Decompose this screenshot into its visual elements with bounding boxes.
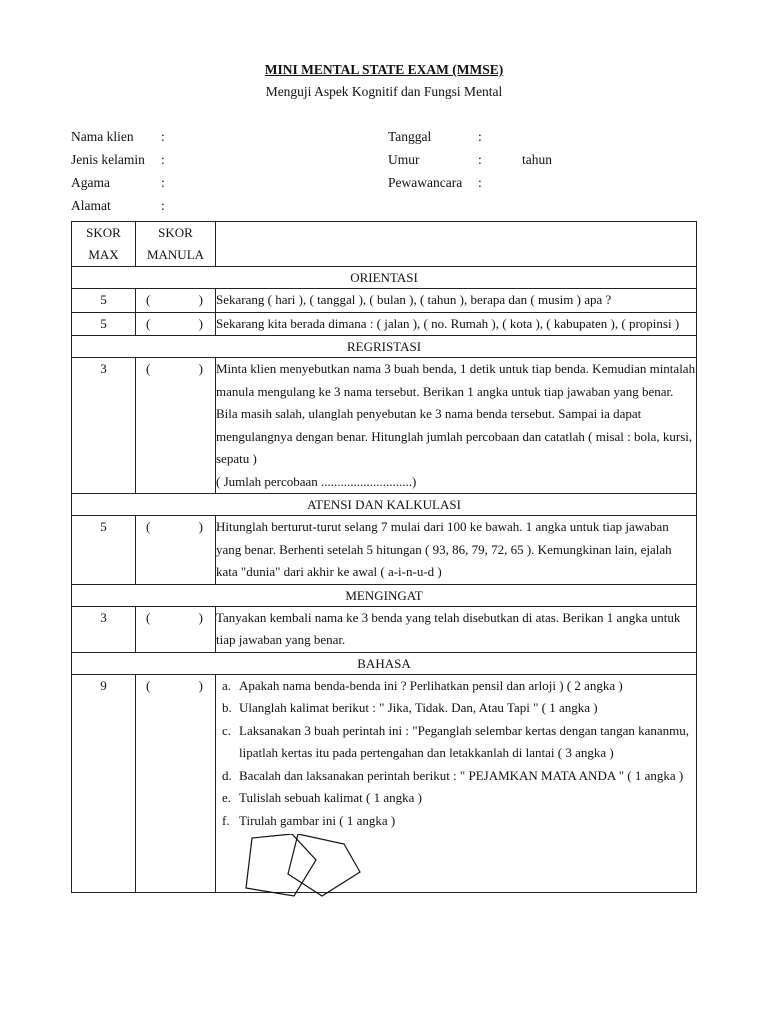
pentagon-drawing-area [216,832,696,892]
list-item [222,697,696,720]
skor-max-header [72,222,136,267]
bahasa-item-list [216,675,696,833]
question-text: Sekarang ( hari ), ( tanggal ), ( bulan ), ( tahun ), berapa dan ( musim ) apa ? [216,289,697,313]
paren-close: ) [198,292,203,307]
table-row [72,516,697,585]
mmse-table [71,221,697,893]
agama-label: Agama [71,175,110,190]
paren-close: ) [198,609,203,625]
nama-klien-label: Nama klien [71,129,134,144]
skor-manula-header-line1: SKOR [158,225,193,240]
paren-open: ( [146,315,151,331]
item-marker: e. [222,790,232,805]
list-item [222,675,696,698]
paren-open: ( [146,519,151,534]
pewawancara-label: Pewawancara [388,175,463,190]
table-header-row [72,222,697,267]
umur-label: Umur [388,152,420,167]
alamat-colon: : [161,198,165,213]
question-text: Sekarang kita berada dimana : ( jalan ), ( no. Rumah ), ( kota ), ( kabupaten ), ( propinsi ) [216,312,697,336]
list-item [222,765,696,788]
list-item [222,787,696,810]
item-text: Laksanakan 3 buah perintah ini : "Peganglah selembar kertas dengan tangan kananmu, lipatlah kertas itu pada pertengahan dan letakkanlah di lantai ( 3 angka ) [239,722,690,760]
trial-count-line: ( Jumlah percobaan ............................) [216,473,417,489]
paren-open: ( [146,361,151,376]
item-marker: c. [222,722,232,738]
agama-colon: : [161,175,165,190]
page-subtitle: Menguji Aspek Kognitif dan Fungsi Mental [265,84,503,99]
paren-open: ( [146,609,151,625]
score-input[interactable] [136,606,216,652]
score-input[interactable] [136,312,216,336]
score-input[interactable] [136,516,216,585]
alamat-label: Alamat [71,198,111,213]
paren-close: ) [198,361,203,376]
question-header [216,222,697,267]
paren-open: ( [146,677,151,693]
item-text: Bacalah dan laksanakan perintah berikut : " PEJAMKAN MATA ANDA " ( 1 angka ) [239,767,684,783]
section-mengingat: MENGINGAT [72,584,697,606]
question-text: Tanyakan kembali nama ke 3 benda yang telah disebutkan di atas. Berikan 1 angka untuk tiap jawaban yang benar. [216,606,697,652]
umur-colon: : [478,152,482,167]
paren-close: ) [198,315,203,331]
section-bahasa: BAHASA [72,652,697,674]
item-marker: a. [222,677,232,693]
item-marker: f. [222,812,230,828]
jenis-kelamin-label: Jenis kelamin [71,152,145,167]
score-max: 5 [72,516,136,585]
jenis-kelamin-colon: : [161,152,165,167]
skor-max-header-line2: MAX [88,247,119,262]
score-max: 3 [72,358,136,494]
paren-close: ) [198,519,203,534]
item-marker: d. [222,767,232,783]
table-row [72,358,697,494]
pewawancara-colon: : [478,175,482,190]
item-text: Apakah nama benda-benda ini ? Perlihatkan pensil dan arloji ) ( 2 angka ) [239,677,623,693]
item-marker: b. [222,700,232,715]
list-item [222,720,696,765]
score-max: 5 [72,312,136,336]
score-max: 5 [72,289,136,313]
score-input[interactable] [136,674,216,893]
section-registrasi: REGRISTASI [72,336,697,358]
question-text: Hitunglah berturut-turut selang 7 mulai dari 100 ke bawah. 1 angka untuk tiap jawaban yang benar. Berhenti setelah 5 hitungan ( 93, 86, 79, 72, 65 ). Kemungkinan lain, ejalah kata "dunia" dari akhir ke awal ( a-i-n-u-d ) [216,516,697,585]
nama-klien-colon: : [161,129,165,144]
list-item [222,810,696,833]
paren-close: ) [198,677,203,693]
tanggal-colon: : [478,129,482,144]
table-row [72,312,697,336]
bahasa-items-cell [216,674,697,893]
umur-unit: tahun [522,152,552,167]
tanggal-label: Tanggal [388,129,432,144]
item-text: Tulislah sebuah kalimat ( 1 angka ) [239,790,422,805]
item-text: Ulanglah kalimat berikut : " Jika, Tidak. Dan, Atau Tapi " ( 1 angka ) [239,700,598,715]
score-input[interactable] [136,289,216,313]
skor-manula-header [136,222,216,267]
question-text-body: Minta klien menyebutkan nama 3 buah benda, 1 detik untuk tiap benda. Kemudian mintalah manula mengulang ke 3 nama tersebut. Berikan 1 angka untuk tiap jawaban yang benar. Bila masih salah, ulanglah penyebutan ke 3 nama benda tersebut. Sampai ia dapat mengulangnya dengan benar. Hitunglah jumlah percobaan dan catatlah ( misal : bola, kursi, sepatu ) [216,361,696,466]
table-row [72,606,697,652]
paren-open: ( [146,292,151,307]
page-title: MINI MENTAL STATE EXAM (MMSE) [264,62,504,77]
table-row [72,289,697,313]
score-max: 3 [72,606,136,652]
item-text: Tirulah gambar ini ( 1 angka ) [239,812,396,828]
section-orientasi: ORIENTASI [72,267,697,289]
question-text [216,358,697,494]
score-max: 9 [72,674,136,893]
table-row [72,674,697,893]
section-atensi: ATENSI DAN KALKULASI [72,494,697,516]
score-input[interactable] [136,358,216,494]
intersecting-pentagons-figure [236,834,436,898]
skor-max-header-line1: SKOR [86,225,121,240]
skor-manula-header-line2: MANULA [146,247,205,262]
